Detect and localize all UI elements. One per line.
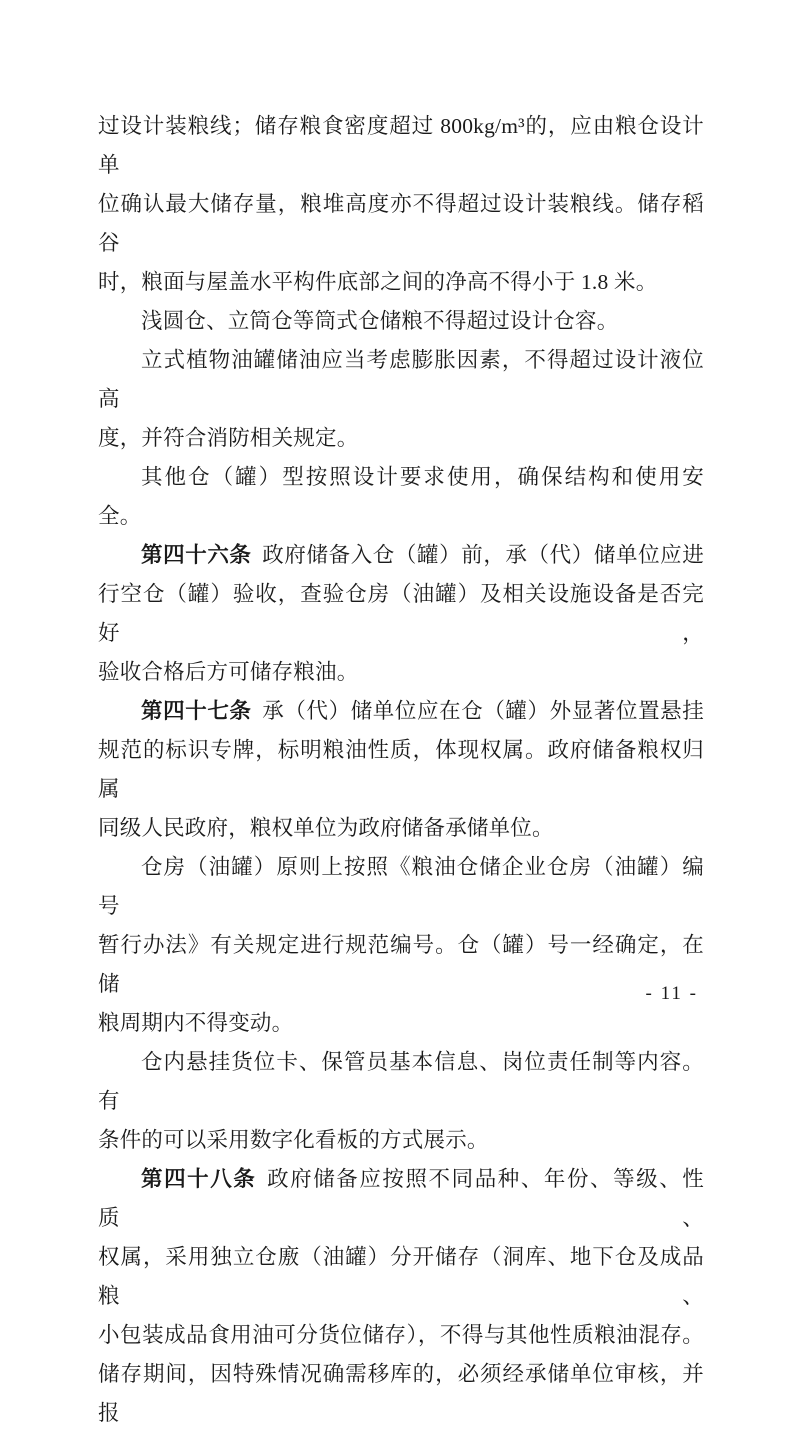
text-line <box>98 341 704 419</box>
line-text: 暂行办法》有关规定进行规范编号。仓（罐）号一经确定，在储 <box>98 933 704 996</box>
text-line <box>98 1004 704 1043</box>
line-text: 立式植物油罐储油应当考虑膨胀因素，不得超过设计液位高 <box>98 348 704 411</box>
text-line <box>98 302 704 341</box>
line-text: 浅圆仓、立筒仓等筒式仓储粮不得超过设计仓容。 <box>141 309 619 333</box>
line-text: 条件的可以采用数字化看板的方式展示。 <box>98 1128 489 1152</box>
page-number: - 11 - <box>645 983 698 1004</box>
text-line <box>98 263 704 302</box>
text-line-article <box>98 536 704 575</box>
line-text: 行空仓（罐）验收，查验仓房（油罐）及相关设施设备是否完好， <box>98 582 704 645</box>
line-text: 政府储备入仓（罐）前，承（代）储单位应进 <box>262 543 704 567</box>
line-text: 过设计装粮线；储存粮食密度超过 800kg/m³的，应由粮仓设计单 <box>98 114 704 177</box>
line-text: 小包装成品食用油可分货位储存），不得与其他性质粮油混存。 <box>98 1323 704 1347</box>
text-line <box>98 848 704 926</box>
text-line <box>98 1316 704 1355</box>
line-text: 仓房（油罐）原则上按照《粮油仓储企业仓房（油罐）编号 <box>98 855 704 918</box>
line-text: 粮周期内不得变动。 <box>98 1011 294 1035</box>
line-text: 时，粮面与屋盖水平构件底部之间的净高不得小于 1.8 米。 <box>98 270 658 294</box>
line-text: 验收合格后方可储存粮油。 <box>98 660 359 684</box>
text-line <box>98 458 704 536</box>
article-number: 第四十六条 <box>141 543 252 567</box>
line-text: 度，并符合消防相关规定。 <box>98 426 359 450</box>
line-text: 承（代）储单位应在仓（罐）外显著位置悬挂 <box>262 699 704 723</box>
line-text: 同级人民政府，粮权单位为政府储备承储单位。 <box>98 816 554 840</box>
text-line <box>98 185 704 263</box>
article-number: 第四十七条 <box>141 699 252 723</box>
text-line <box>98 731 704 809</box>
line-text: 权属，采用独立仓廒（油罐）分开储存（洞库、地下仓及成品粮、 <box>98 1245 704 1308</box>
text-line <box>98 107 704 185</box>
text-line <box>98 1043 704 1121</box>
text-line <box>98 809 704 848</box>
document-text <box>98 107 704 1433</box>
text-line <box>98 1238 704 1316</box>
line-text: 位确认最大储存量，粮堆高度亦不得超过设计装粮线。储存稻谷 <box>98 192 704 255</box>
text-line <box>98 575 704 653</box>
line-text: 储存期间，因特殊情况确需移库的，必须经承储单位审核，并报 <box>98 1362 704 1425</box>
article-number: 第四十八条 <box>141 1167 257 1191</box>
line-text: 政府储备应按照不同品种、年份、等级、性质、 <box>98 1167 704 1230</box>
line-text: 其他仓（罐）型按照设计要求使用，确保结构和使用安全。 <box>98 465 704 528</box>
text-line <box>98 653 704 692</box>
line-text: 规范的标识专牌，标明粮油性质，体现权属。政府储备粮权归属 <box>98 738 704 801</box>
line-text: 仓内悬挂货位卡、保管员基本信息、岗位责任制等内容。有 <box>98 1050 704 1113</box>
text-line <box>98 1121 704 1160</box>
text-line-article <box>98 1160 704 1238</box>
text-line-article <box>98 692 704 731</box>
text-line <box>98 1355 704 1433</box>
text-line <box>98 419 704 458</box>
